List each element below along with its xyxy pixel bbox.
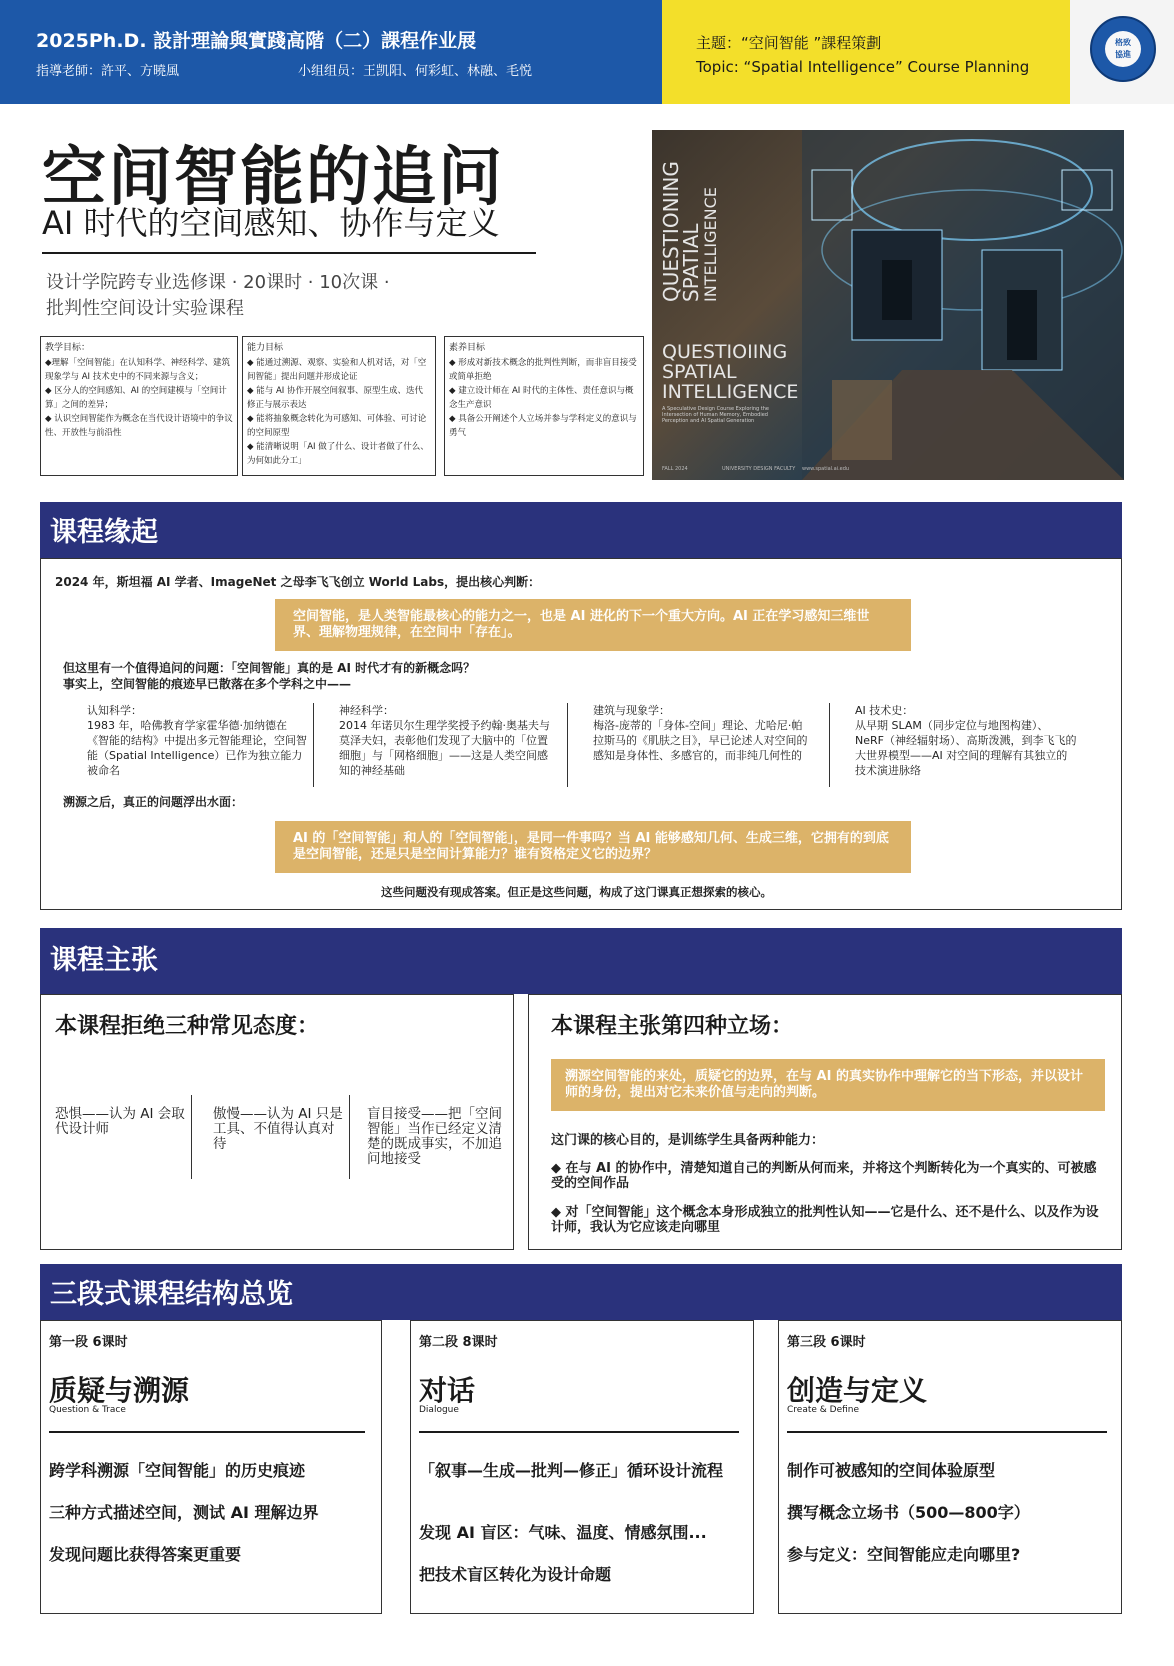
section-banner-structure: 三段式课程结构总览 [40,1264,1122,1320]
stage-title: 创造与定义 [787,1374,928,1407]
cover-vertical-line2: SPATIAL [679,223,703,302]
goal-item: ◆ 能将抽象概念转化为可感知、可体验、可讨论的空间原型 [247,414,427,438]
reject-title: 本课程拒绝三种常见态度： [55,1014,320,1039]
section-banner-origin: 课程缘起 [40,502,1122,558]
column-divider [349,1095,350,1179]
cover-title-line1: QUESTIOIING [662,341,788,363]
stage-3 [778,1320,1122,1614]
stage-divider [49,1431,365,1433]
stage-label: 第一段 6课时 [49,1335,128,1350]
stage-item: 发现问题比获得答案更重要 [49,1545,242,1564]
discipline-ai-history [855,703,1077,778]
advisors: 指導老師：許平、方曉風 [36,64,180,79]
goals-teaching [40,336,238,476]
goals-literacy [444,336,644,476]
ability-item: ◆ 对「空间智能」这个概念本身形成独立的批判性认知——它是什么、还不是什么、以及作为设计师，我认为它应该走向哪里 [551,1205,1099,1235]
stage-item: 三种方式描述空间，测试 AI 理解边界 [49,1503,319,1522]
logo-seal-text: 格致 協進 [1105,31,1141,67]
ability-item: ◆ 在与 AI 的协作中，清楚知道自己的判断从何而来，并将这个判断转化为一个真实的、可被感受的空间作品 [551,1161,1097,1191]
cover-title-line3: INTELLIGENCE [662,381,799,403]
stage-english: Dialogue [419,1405,459,1415]
header [0,0,1174,104]
cover-vertical-line1: QUESTIONING [659,161,683,302]
column-divider [567,703,568,787]
university-logo [1070,0,1174,104]
attitude-arrogance: 傲慢——认为 AI 只是工具、不值得认真对待 [213,1106,343,1152]
page-subtitle: AI 时代的空间感知、协作与定义 [42,204,500,242]
stage-2 [410,1320,754,1614]
stage-title: 对话 [419,1374,476,1407]
goal-item: ◆ 认识空间智能作为概念在当代设计语境中的争议性、开放性与前沿性 [45,414,233,438]
goal-item: ◆ 建立设计师在 AI 时代的主体性、责任意识与概念生产意识 [449,386,634,410]
logo-seal-icon [1090,16,1156,82]
section-banner-stance: 课程主张 [40,928,1122,994]
origin-intro: 2024 年，斯坦福 AI 学者、ImageNet 之母李飞飞创立 World Labs，提出核心判断： [55,575,541,589]
goal-item: ◆ 形成对新技术概念的批判性判断，而非盲目接受或简单拒绝 [449,358,637,382]
attitude-blind-accept: 盲目接受——把「空间智能」当作已经定义清楚的既成事实，不加追问地接受 [367,1106,502,1167]
discipline-title: 认知科学： [87,704,142,717]
exhibition-title: 2025Ph.D. 設計理論與實踐高階（二）課程作业展 [36,30,477,52]
origin-question-quote: AI 的「空间智能」和人的「空间智能」，是同一件事吗？当 AI 能够感知几何、生成三维，它拥有的到底是空间智能，还是只是空间计算能力？谁有资格定义它的边界？ [275,821,911,873]
stage-item: 把技术盲区转化为设计命题 [419,1565,612,1584]
discipline-neuro [339,703,557,778]
origin-quote: 空间智能，是人类智能最核心的能力之一，也是 AI 进化的下一个重大方向。AI 正在学习感知三维世界、理解物理规律，在空间中「存在」。 [275,599,911,651]
cover-vertical-line3: INTELLIGENCE [701,187,720,302]
discipline-title: 神经科学： [339,704,394,717]
cover-footer-right: www.spatial.ai.edu [802,466,850,472]
cover-description: A Speculative Design Course Exploring the Intersection of Human Memory, Embodied Perception and AI Spatial Generation [662,406,769,424]
goal-item: ◆理解「空间智能」在认知科学、神经科学、建筑现象学与 AI 技术史中的不同来源与含义； [45,358,231,382]
goal-item: ◆ 区分人的空间感知、AI 的空间建模与「空间计算」之间的差异； [45,386,227,410]
origin-question-2: 事实上，空间智能的痕迹早已散落在多个学科之中—— [63,677,352,691]
stage-divider [787,1431,1107,1433]
purpose-text: 这门课的核心目的，是训练学生具备两种能力： [551,1133,825,1148]
theme: 主题：“空间智能 ”課程策劃 [696,34,882,52]
stage-item: 跨学科溯源「空间智能」的历史痕迹 [49,1461,306,1480]
discipline-cognitive [87,703,307,778]
attitude-fear: 恐惧——认为 AI 会取代设计师 [55,1106,185,1137]
discipline-text: 1983 年，哈佛教育学家霍华德·加纳德在《智能的结构》中提出多元智能理论，空间智能（Spatial Intelligence）已作为独立能力被命名 [87,719,307,777]
stance-position-box [528,994,1122,1250]
cover-image [652,130,1124,480]
course-info-line2: 批判性空间设计实验课程 [46,298,244,319]
origin-section [40,558,1122,910]
stage-item: 撰写概念立场书（500—800字） [787,1503,1030,1522]
stage-item: 「叙事—生成—批判—修正」循环设计流程 [419,1461,724,1480]
column-divider [313,703,314,787]
goal-item: ◆ 能清晰说明「AI 做了什么、设计者做了什么、为何如此分工」 [247,442,429,466]
position-title: 本课程主张第四种立场： [551,1014,794,1039]
stage-title: 质疑与溯源 [49,1374,190,1407]
discipline-text: 从早期 SLAM（同步定位与地图构建）、NeRF（神经辐射场）、高斯泼溅，到李飞飞的大世界模型——AI 对空间的理解有其独立的技术演进脉络 [855,719,1077,777]
column-divider [191,1095,192,1179]
header-yellow-panel [662,0,1070,104]
discipline-text: 2014 年诺贝尔生理学奖授予约翰·奥基夫与莫泽夫妇，表彰他们发现了大脑中的「位置细胞」与「网格细胞」——这是人类空间感知的神经基础 [339,719,550,777]
stance-reject-box [40,994,514,1250]
goal-title: 素养目标 [449,343,486,353]
group-members: 小组组员：王凯阳、何彩虹、林融、毛悦 [298,64,533,79]
column-divider [829,703,830,787]
cover-title-line2: SPATIAL [662,361,737,383]
title-divider [42,252,536,254]
position-statement: 溯源空间智能的来处，质疑它的边界，在与 AI 的真实协作中理解它的当下形态，并以设计师的身份，提出对它未来价值与走向的判断。 [551,1059,1105,1111]
discipline-title: AI 技术史： [855,704,914,717]
stage-label: 第三段 6课时 [787,1335,866,1350]
stage-english: Question & Trace [49,1405,126,1415]
origin-closing: 这些问题没有现成答案。但正是这些问题，构成了这门课真正想探索的核心。 [381,885,772,899]
header-blue-panel [0,0,662,104]
discipline-title: 建筑与现象学： [593,704,670,717]
stage-1 [40,1320,382,1614]
cover-vertical-title [656,142,720,302]
goal-item: ◆ 能与 AI 协作开展空间叙事、原型生成、迭代修正与展示表达 [247,386,423,410]
topic: Topic: “Spatial Intelligence” Course Planning [696,58,1030,76]
goal-title: 能力目标 [247,343,284,353]
stage-label: 第二段 8课时 [419,1335,498,1350]
stage-item: 发现 AI 盲区：气味、温度、情感氛围... [419,1523,707,1542]
course-info [46,270,390,322]
goal-item: ◆ 具备公开阐述个人立场并参与学科定义的意识与勇气 [449,414,637,438]
origin-after: 溯源之后，真正的问题浮出水面： [63,795,244,809]
cover-footer-left: FALL 2024 [662,466,688,472]
origin-question-1: 但这里有一个值得追问的问题：「空间智能」真的是 AI 时代才有的新概念吗？ [63,661,476,675]
stage-english: Create & Define [787,1405,860,1415]
course-info-line1: 设计学院跨专业选修课 · 20课时 · 10次课 · [46,272,390,293]
goal-title: 教学目标： [45,343,91,353]
goal-item: ◆ 能通过溯源、观察、实验和人机对话，对「空间智能」提出问题并形成论证 [247,358,427,382]
cover-title [662,342,798,402]
stage-divider [419,1431,739,1433]
goals-ability [242,336,436,476]
discipline-text: 梅洛-庞蒂的「身体-空间」理论、尤哈尼·帕拉斯马的《肌肤之目》，早已论述人对空间的感知是身体性、多感官的，而非纯几何性的 [593,719,808,762]
cover-footer-mid: UNIVERSITY DESIGN FACULTY [722,466,796,472]
discipline-architecture [593,703,811,763]
stage-item: 参与定义：空间智能应走向哪里? [787,1545,1021,1564]
page-title: 空间智能的追问 [42,141,504,215]
stage-item: 制作可被感知的空间体验原型 [787,1461,996,1480]
